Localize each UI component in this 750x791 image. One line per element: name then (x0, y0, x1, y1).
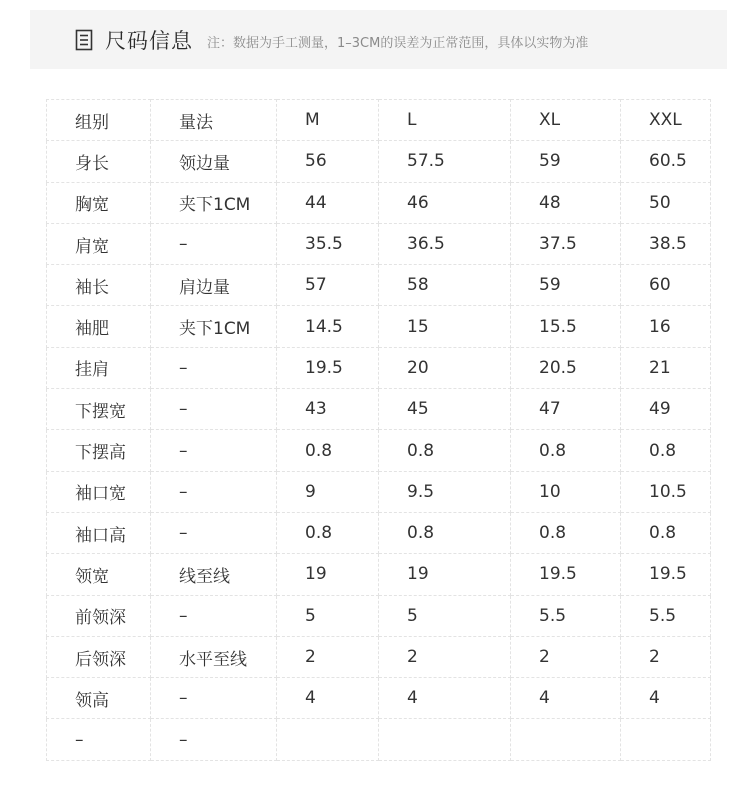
table-cell: 38.5 (621, 223, 711, 264)
table-cell: 0.8 (511, 512, 621, 553)
table-cell: 37.5 (511, 223, 621, 264)
table-cell: 2 (277, 636, 379, 677)
table-cell: – (151, 471, 277, 512)
table-cell: 9 (277, 471, 379, 512)
table-row (47, 719, 711, 760)
table-cell: 15.5 (511, 306, 621, 347)
table-row (47, 471, 711, 512)
table-cell: 36.5 (379, 223, 511, 264)
table-cell: 下摆高 (47, 430, 151, 471)
table-header-cell: 量法 (151, 100, 277, 141)
table-cell: 2 (511, 636, 621, 677)
table-cell: 50 (621, 182, 711, 223)
table-cell: 0.8 (621, 430, 711, 471)
table-cell: 16 (621, 306, 711, 347)
table-cell: 后领深 (47, 636, 151, 677)
table-cell: 肩宽 (47, 223, 151, 264)
table-cell: – (151, 430, 277, 471)
table-row (47, 636, 711, 677)
table-cell: 60.5 (621, 141, 711, 182)
table-row (47, 430, 711, 471)
table-row (47, 595, 711, 636)
table-cell: 0.8 (379, 430, 511, 471)
page-title: 尺码信息 (105, 28, 193, 53)
table-cell: 35.5 (277, 223, 379, 264)
table-cell: 9.5 (379, 471, 511, 512)
table-header-cell: 组别 (47, 100, 151, 141)
table-cell: – (151, 347, 277, 388)
table-cell: 60 (621, 265, 711, 306)
table-row (47, 223, 711, 264)
table-cell: – (151, 223, 277, 264)
table-header-cell: L (379, 100, 511, 141)
table-cell: 肩边量 (151, 265, 277, 306)
table-cell: 4 (379, 678, 511, 719)
table-cell: 14.5 (277, 306, 379, 347)
table-cell: – (47, 719, 151, 760)
table-cell: 10.5 (621, 471, 711, 512)
table-cell: 前领深 (47, 595, 151, 636)
table-cell: 领边量 (151, 141, 277, 182)
table-cell: 挂肩 (47, 347, 151, 388)
table-cell: 0.8 (511, 430, 621, 471)
table-row (47, 141, 711, 182)
table-cell: 59 (511, 141, 621, 182)
table-cell: 胸宽 (47, 182, 151, 223)
table-row (47, 265, 711, 306)
table-header-cell: XXL (621, 100, 711, 141)
table-cell: – (151, 595, 277, 636)
table-cell: 领高 (47, 678, 151, 719)
table-cell: 45 (379, 389, 511, 430)
table-cell: – (151, 389, 277, 430)
table-cell: 袖长 (47, 265, 151, 306)
document-list-icon (75, 29, 93, 51)
table-row (47, 512, 711, 553)
table-cell: 4 (277, 678, 379, 719)
table-cell (511, 719, 621, 760)
table-cell: 水平至线 (151, 636, 277, 677)
table-cell: 袖肥 (47, 306, 151, 347)
table-cell: 56 (277, 141, 379, 182)
table-cell: 15 (379, 306, 511, 347)
table-cell: – (151, 512, 277, 553)
table-cell: 57.5 (379, 141, 511, 182)
table-cell: 身长 (47, 141, 151, 182)
table-row (47, 678, 711, 719)
table-cell: 夹下1CM (151, 306, 277, 347)
table-cell: 19.5 (621, 554, 711, 595)
table-cell: 2 (379, 636, 511, 677)
table-cell: 线至线 (151, 554, 277, 595)
size-info-header (30, 10, 727, 69)
table-header-cell: XL (511, 100, 621, 141)
table-header-cell: M (277, 100, 379, 141)
table-cell: 领宽 (47, 554, 151, 595)
table-cell: 0.8 (277, 430, 379, 471)
table-cell: 44 (277, 182, 379, 223)
table-cell (621, 719, 711, 760)
table-cell: 2 (621, 636, 711, 677)
table-cell: 46 (379, 182, 511, 223)
table-row (47, 182, 711, 223)
table-cell: 47 (511, 389, 621, 430)
table-row (47, 306, 711, 347)
table-cell: 5.5 (621, 595, 711, 636)
table-row (47, 554, 711, 595)
size-table (46, 99, 711, 761)
table-cell: 19 (277, 554, 379, 595)
table-cell: 0.8 (277, 512, 379, 553)
table-cell: 5 (379, 595, 511, 636)
table-cell: 4 (621, 678, 711, 719)
table-cell (379, 719, 511, 760)
table-cell: – (151, 719, 277, 760)
table-cell: 58 (379, 265, 511, 306)
table-cell: 袖口宽 (47, 471, 151, 512)
table-cell: 5 (277, 595, 379, 636)
measurement-note: 注：数据为手工测量，1–3CM的误差为正常范围，具体以实物为准 (207, 36, 589, 51)
table-cell: 59 (511, 265, 621, 306)
table-cell: 57 (277, 265, 379, 306)
table-cell: 49 (621, 389, 711, 430)
table-cell: 19.5 (277, 347, 379, 388)
table-cell: 10 (511, 471, 621, 512)
table-cell: 0.8 (379, 512, 511, 553)
table-cell: 20 (379, 347, 511, 388)
table-cell: 19 (379, 554, 511, 595)
table-cell: 21 (621, 347, 711, 388)
table-cell: 48 (511, 182, 621, 223)
table-header-row (47, 100, 711, 141)
table-cell: 20.5 (511, 347, 621, 388)
table-cell: 19.5 (511, 554, 621, 595)
table-cell: 0.8 (621, 512, 711, 553)
table-cell: 5.5 (511, 595, 621, 636)
table-row (47, 347, 711, 388)
table-cell (277, 719, 379, 760)
table-cell: 袖口高 (47, 512, 151, 553)
table-cell: 夹下1CM (151, 182, 277, 223)
table-cell: – (151, 678, 277, 719)
table-row (47, 389, 711, 430)
table-cell: 4 (511, 678, 621, 719)
table-cell: 下摆宽 (47, 389, 151, 430)
table-cell: 43 (277, 389, 379, 430)
